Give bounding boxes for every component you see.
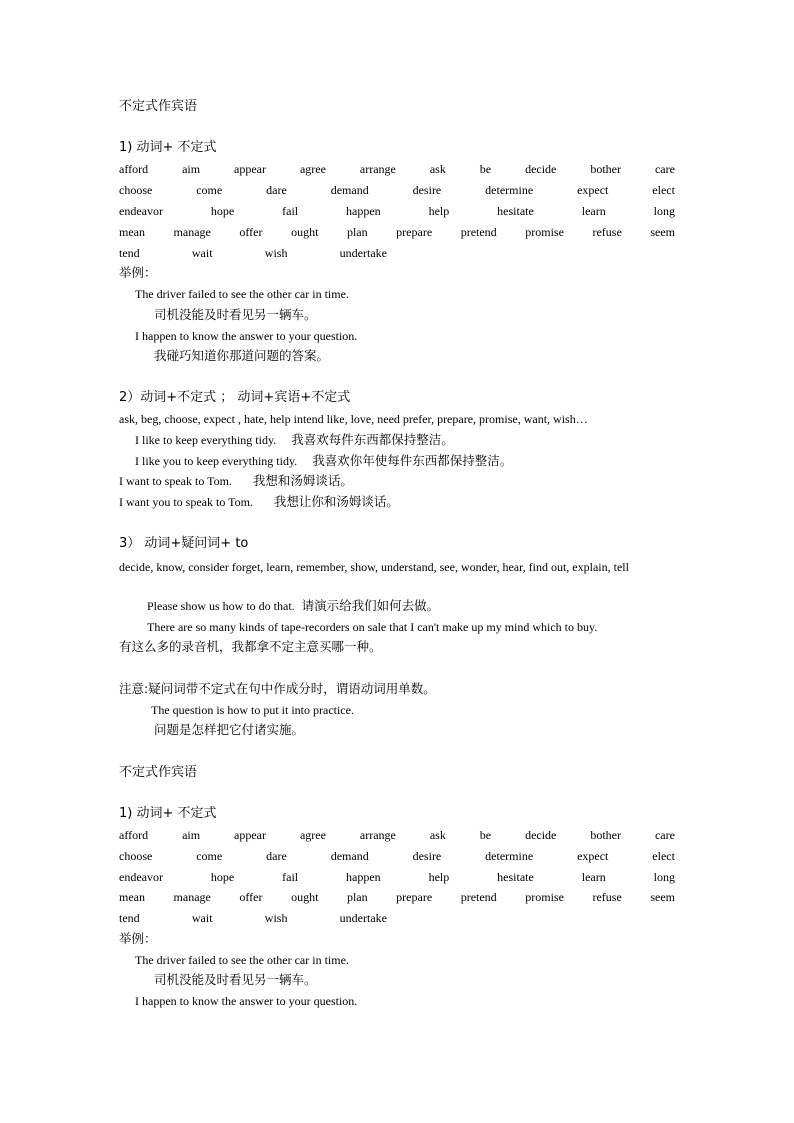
verb-word: hope xyxy=(210,204,235,218)
verb-word: endeavor xyxy=(119,204,163,218)
example-cn: 请演示给我们如何去做。 xyxy=(301,598,440,613)
verb-word: happen xyxy=(346,870,381,884)
verb-row-2 xyxy=(119,182,675,198)
verb-word: pretend xyxy=(460,225,497,239)
verb-word: prepare xyxy=(396,890,433,904)
verb-word: refuse xyxy=(592,225,622,239)
verb-word: refuse xyxy=(592,890,622,904)
verb-word: manage xyxy=(173,225,211,239)
verb-word: care xyxy=(654,828,675,842)
verb-word: plan xyxy=(346,890,368,904)
verb-row-5 xyxy=(119,910,387,926)
verb-word: promise xyxy=(525,890,564,904)
verb-word: ought xyxy=(291,890,319,904)
verb-word: manage xyxy=(173,890,211,904)
verb-word: bother xyxy=(590,162,621,176)
verb-word: tend xyxy=(119,246,140,260)
verb-word: hope xyxy=(210,870,235,884)
verb-row-4 xyxy=(119,889,675,905)
verb-word: ask xyxy=(429,162,446,176)
verb-word: wait xyxy=(191,246,213,260)
verb-word: help xyxy=(428,870,450,884)
example-sentence-en: There are so many kinds of tape-recorders on sale that I can't make up my mind which to buy. xyxy=(147,620,598,634)
example-sentence-cn: 问题是怎样把它付诸实施。 xyxy=(154,722,305,737)
verb-word: ask xyxy=(429,828,446,842)
verb-word: happen xyxy=(346,204,381,218)
verb-row-1 xyxy=(119,827,675,843)
example-sentence-en: I happen to know the answer to your question. xyxy=(135,994,358,1008)
example-sentence-en xyxy=(119,494,675,510)
verb-word: aim xyxy=(182,828,201,842)
verb-word: demand xyxy=(330,849,369,863)
verb-word: prepare xyxy=(396,225,433,239)
example-cn: 我想让你和汤姆谈话。 xyxy=(273,494,399,509)
example-sentence-en: The question is how to put it into practice. xyxy=(151,703,354,717)
verb-word: expect xyxy=(577,849,609,863)
verb-word: agree xyxy=(299,828,326,842)
verb-word: be xyxy=(479,162,492,176)
example-en: I want to speak to Tom. xyxy=(119,474,232,488)
example-sentence-cn: 有这么多的录音机，我都拿不定主意买哪一种。 xyxy=(119,639,382,654)
verb-word: learn xyxy=(581,204,606,218)
verb-word: seem xyxy=(650,890,675,904)
verb-word: mean xyxy=(119,890,145,904)
verb-word: agree xyxy=(299,162,326,176)
verb-word: dare xyxy=(266,849,287,863)
verb-row-2 xyxy=(119,848,675,864)
verb-word: endeavor xyxy=(119,870,163,884)
example-sentence-en xyxy=(135,432,691,448)
verb-word: come xyxy=(196,183,223,197)
verb-word: be xyxy=(479,828,492,842)
verb-word: offer xyxy=(239,225,263,239)
example-cn: 我喜欢每件东西都保持整洁。 xyxy=(291,432,454,447)
section-title: 不定式作宾语 xyxy=(119,99,198,114)
verb-word: tend xyxy=(119,911,140,925)
verb-row-1 xyxy=(119,161,675,177)
verb-word: fail xyxy=(282,870,299,884)
example-en: Please show us how to do that. xyxy=(147,599,295,613)
verb-word: undertake xyxy=(339,246,387,260)
verb-word: wish xyxy=(264,911,288,925)
example-sentence-cn: 我碰巧知道你那道问题的答案。 xyxy=(154,348,330,363)
verb-word: elect xyxy=(652,849,675,863)
verb-row-4 xyxy=(119,224,675,240)
verb-word: appear xyxy=(234,828,266,842)
verb-word: afford xyxy=(119,828,149,842)
verb-list: decide, know, consider forget, learn, remember, show, understand, see, wonder, hear, find out, explain, tell xyxy=(119,560,629,574)
subsection-heading-1: 1) 动词+ 不定式 xyxy=(119,140,217,155)
example-en: I like to keep everything tidy. xyxy=(135,433,277,447)
verb-word: dare xyxy=(266,183,287,197)
example-sentence-en xyxy=(147,598,703,614)
example-sentence-en xyxy=(135,453,691,469)
verb-word: seem xyxy=(650,225,675,239)
verb-word: help xyxy=(428,204,450,218)
verb-word: desire xyxy=(412,849,442,863)
example-en: I want you to speak to Tom. xyxy=(119,495,253,509)
example-sentence-en: The driver failed to see the other car in time. xyxy=(135,953,349,967)
verb-list: ask, beg, choose, expect , hate, help intend like, love, need prefer, prepare, promise, want, wish… xyxy=(119,412,588,426)
verb-word: care xyxy=(654,162,675,176)
example-cn: 我想和汤姆谈话。 xyxy=(252,473,353,488)
example-sentence-en: The driver failed to see the other car in time. xyxy=(135,287,349,301)
verb-word: expect xyxy=(577,183,609,197)
example-sentence-cn: 司机没能及时看见另一辆车。 xyxy=(154,307,317,322)
subsection-heading-2: 2）动词+不定式 ； 动词+宾语+不定式 xyxy=(119,390,351,405)
verb-word: wish xyxy=(264,246,288,260)
verb-word: determine xyxy=(485,183,534,197)
verb-word: wait xyxy=(191,911,213,925)
verb-word: appear xyxy=(234,162,266,176)
verb-word: determine xyxy=(485,849,534,863)
verb-word: offer xyxy=(239,890,263,904)
verb-word: elect xyxy=(652,183,675,197)
example-sentence-cn: 司机没能及时看见另一辆车。 xyxy=(154,972,317,987)
example-sentence-en xyxy=(119,473,675,489)
verb-word: bother xyxy=(590,828,621,842)
verb-word: plan xyxy=(346,225,368,239)
verb-word: promise xyxy=(525,225,564,239)
verb-word: come xyxy=(196,849,223,863)
verb-word: fail xyxy=(282,204,299,218)
verb-word: aim xyxy=(182,162,201,176)
verb-word: decide xyxy=(525,828,557,842)
verb-row-5 xyxy=(119,245,387,261)
example-en: I like you to keep everything tidy. xyxy=(135,454,298,468)
example-cn: 我喜欢你年使每件东西都保持整洁。 xyxy=(312,453,513,468)
example-sentence-en: I happen to know the answer to your question. xyxy=(135,329,358,343)
verb-word: undertake xyxy=(339,911,387,925)
verb-word: pretend xyxy=(460,890,497,904)
verb-word: arrange xyxy=(359,828,396,842)
verb-row-3 xyxy=(119,203,675,219)
verb-word: choose xyxy=(119,183,153,197)
example-label: 举例： xyxy=(119,265,157,280)
section-title: 不定式作宾语 xyxy=(119,765,198,780)
verb-word: choose xyxy=(119,849,153,863)
subsection-heading-3: 3） 动词+疑问词+ to xyxy=(119,536,249,551)
example-label: 举例： xyxy=(119,931,157,946)
verb-word: afford xyxy=(119,162,149,176)
verb-word: hesitate xyxy=(497,870,534,884)
verb-word: long xyxy=(653,204,675,218)
verb-word: learn xyxy=(581,870,606,884)
verb-word: demand xyxy=(330,183,369,197)
subsection-heading-1: 1) 动词+ 不定式 xyxy=(119,806,217,821)
verb-row-3 xyxy=(119,869,675,885)
verb-word: hesitate xyxy=(497,204,534,218)
verb-word: ought xyxy=(291,225,319,239)
verb-word: arrange xyxy=(359,162,396,176)
note-text: 注意:疑问词带不定式在句中作成分时，谓语动词用单数。 xyxy=(119,681,436,696)
verb-word: mean xyxy=(119,225,145,239)
verb-word: decide xyxy=(525,162,557,176)
verb-word: long xyxy=(653,870,675,884)
verb-word: desire xyxy=(412,183,442,197)
